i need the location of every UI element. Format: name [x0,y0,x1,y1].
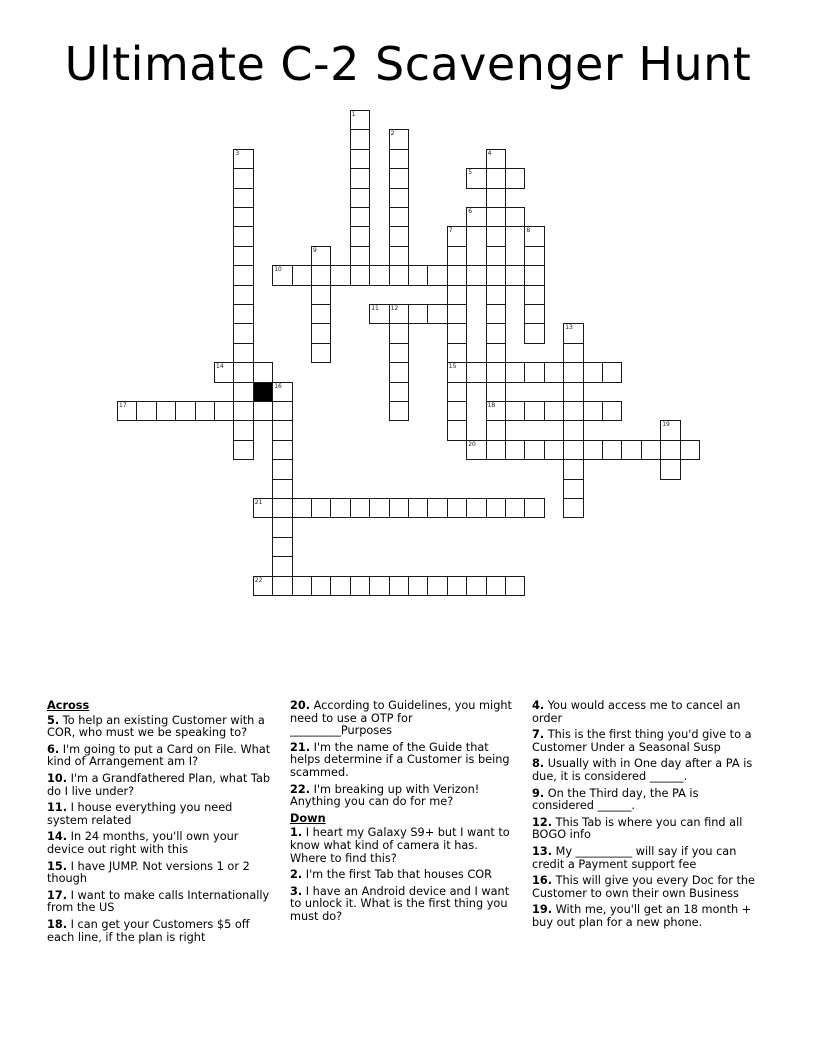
clue-text: On the Third day, the PA is considered ______. [532,786,699,813]
grid-cell[interactable] [447,498,467,518]
grid-cell[interactable] [350,110,370,130]
grid-cell[interactable] [486,498,506,518]
grid-cell[interactable] [427,576,447,596]
grid-cell[interactable] [486,265,506,285]
grid-cell[interactable] [563,382,583,402]
cell-number: 20 [468,440,476,448]
clues-column-3 [532,700,760,934]
grid-cell[interactable] [214,401,234,421]
clue-text: My __________ will say if you can credit a Payment support fee [532,844,737,871]
cell-number: 22 [254,576,263,584]
grid-cell[interactable] [292,265,312,285]
grid-cell[interactable] [233,149,253,169]
grid-cell[interactable] [233,226,253,246]
grid-cell[interactable] [311,285,331,305]
clue-number: 3. [290,884,303,898]
grid-cell[interactable] [369,498,389,518]
grid-cell[interactable] [524,440,544,460]
grid-cell[interactable] [175,401,195,421]
grid-cell[interactable] [486,343,506,363]
grid-cell[interactable] [486,420,506,440]
clue-number: 5. [47,713,60,727]
grid-cell[interactable] [272,517,292,537]
grid-cell[interactable] [563,479,583,499]
grid-cell[interactable] [486,168,506,188]
clue-down-2 [290,869,518,882]
grid-cell[interactable] [350,188,370,208]
cell-number: 7 [448,227,453,235]
grid-cell[interactable] [350,246,370,266]
grid-cell[interactable] [369,576,389,596]
grid-cell[interactable] [466,576,486,596]
grid-cell[interactable] [563,440,583,460]
grid-cell[interactable] [233,362,253,382]
grid-cell[interactable] [544,440,564,460]
grid-cell[interactable] [233,168,253,188]
grid-cell[interactable] [389,576,409,596]
clue-down-19 [532,904,760,929]
cell-number: 18 [487,402,496,409]
grid-cell[interactable] [272,556,292,576]
grid-cell[interactable] [524,323,544,343]
cell-number: 5 [468,169,473,177]
clue-across-14 [47,831,275,856]
grid-cell[interactable] [389,382,409,402]
clue-number: 6. [47,742,60,756]
grid-cell[interactable] [563,420,583,440]
clue-across-21 [290,742,518,780]
clue-number: 4. [532,699,545,712]
grid-cell[interactable] [330,498,350,518]
grid-cell[interactable] [350,498,370,518]
grid-cell[interactable] [389,304,409,324]
clue-across-10 [47,773,275,798]
grid-cell[interactable] [660,440,680,460]
grid-cell[interactable] [253,401,273,421]
clue-number: 16. [532,874,553,888]
cell-number: 10 [274,266,282,274]
grid-cell[interactable] [233,323,253,343]
grid-cell[interactable] [505,362,525,382]
grid-cell[interactable] [563,498,583,518]
cell-number: 3 [235,149,240,157]
grid-cell[interactable] [505,168,525,188]
grid-cell[interactable] [486,576,506,596]
grid-cell[interactable] [408,304,428,324]
grid-cell[interactable] [427,304,447,324]
grid-cell[interactable] [447,226,467,246]
grid-cell[interactable] [272,401,292,421]
grid-cell[interactable] [466,498,486,518]
grid-cell[interactable] [272,576,292,596]
clue-text: This will give you every Doc for the Customer to own their own Business [532,874,755,900]
clue-across-18 [47,919,275,944]
grid-cell[interactable] [311,246,331,266]
grid-cell[interactable] [427,498,447,518]
grid-cell[interactable] [447,401,467,421]
grid-cell[interactable] [195,401,215,421]
clue-text: I have JUMP. Not versions 1 or 2 though [47,859,250,886]
grid-cell[interactable] [389,265,409,285]
grid-cell[interactable] [214,362,234,382]
grid-cell[interactable] [505,265,525,285]
cell-number: 17 [119,402,127,409]
grid-cell[interactable] [292,576,312,596]
grid-cell[interactable] [602,440,622,460]
grid-cell[interactable] [466,265,486,285]
clue-number: 9. [532,786,545,800]
clue-down-16 [532,875,760,900]
grid-cell[interactable] [583,401,603,421]
grid-cell[interactable] [330,576,350,596]
grid-cell[interactable] [369,265,389,285]
clue-text: Usually with in One day after a PA is due, it is considered ______. [532,757,753,783]
cell-number: 12 [390,305,399,312]
grid-cell[interactable] [233,265,253,285]
grid-cell[interactable] [311,576,331,596]
grid-cell[interactable] [389,168,409,188]
clue-across-17 [47,890,275,915]
grid-cell[interactable] [350,265,370,285]
grid-cell[interactable] [233,440,253,460]
cell-number: 8 [526,227,531,235]
clue-down-3 [290,886,518,924]
grid-cell[interactable] [486,323,506,343]
grid-cell[interactable] [524,498,544,518]
clue-across-15 [47,861,275,886]
grid-cell[interactable] [583,362,603,382]
across-heading: Across [47,699,90,712]
cell-number: 21 [254,499,263,506]
clue-down-13 [532,846,760,871]
cell-number: 15 [448,363,457,371]
grid-cell[interactable] [233,285,253,305]
grid-cell[interactable] [486,401,506,421]
clue-text: This is the first thing you'd give to a Customer Under a Seasonal Susp [532,728,752,754]
grid-cell[interactable] [602,401,622,421]
grid-cell[interactable] [389,343,409,363]
grid-cell[interactable] [350,129,370,149]
grid-cell[interactable] [311,265,331,285]
grid-cell[interactable] [524,401,544,421]
grid-cell[interactable] [544,362,564,382]
clue-text: I'm breaking up with Verizon! Anything you can do for me? [290,782,480,809]
clue-text: I heart my Galaxy S9+ but I want to know what kind of camera it has. Where to find this? [290,826,510,865]
grid-cell[interactable] [486,382,506,402]
down-heading: Down [290,811,326,825]
grid-cell[interactable] [621,440,641,460]
grid-cell[interactable] [389,226,409,246]
clue-number: 17. [47,888,68,902]
grid-cell[interactable] [660,459,680,479]
grid-cell[interactable] [117,401,137,421]
cell-number: 11 [371,305,379,312]
grid-cell[interactable] [350,226,370,246]
clue-down-8 [532,758,760,783]
cell-number: 16 [274,382,282,390]
grid-cell[interactable] [233,382,253,402]
clue-number: 19. [532,903,553,917]
grid-cell[interactable] [447,382,467,402]
grid-cell[interactable] [524,285,544,305]
grid-cell[interactable] [408,498,428,518]
cell-number: 9 [313,246,317,254]
cell-number: 13 [565,324,573,332]
clue-across-11 [47,802,275,827]
grid-cell[interactable] [466,207,486,227]
clue-text: I want to make calls Internationally from the US [47,888,270,915]
grid-cell[interactable] [505,401,525,421]
clue-number: 21. [290,740,311,754]
cell-number: 2 [390,130,395,138]
clue-number: 22. [290,782,311,796]
clue-number: 12. [532,815,553,829]
clue-text: I house everything you need system related [47,801,233,827]
grid-cell[interactable] [680,440,700,460]
grid-cell[interactable] [447,362,467,382]
grid-cell[interactable] [660,420,680,440]
clue-text: I have an Android device and I want to unlock it. What is the first thing you must do? [290,884,510,923]
grid-cell[interactable] [389,246,409,266]
grid-cell[interactable] [389,401,409,421]
grid-cell[interactable] [389,362,409,382]
clue-number: 8. [532,757,545,771]
clue-across-22 [290,784,518,809]
clue-text: To help an existing Customer with a COR, who must we be speaking to? [47,713,265,740]
clue-across-5 [47,715,275,740]
grid-cell[interactable] [505,498,525,518]
grid-cell[interactable] [311,323,331,343]
grid-cell[interactable] [466,168,486,188]
grid-cell[interactable] [369,304,389,324]
clue-number: 13. [532,844,553,858]
grid-cell[interactable] [486,149,506,169]
grid-cell[interactable] [427,265,447,285]
clues-column-1 [47,700,275,948]
grid-cell[interactable] [233,188,253,208]
grid-cell[interactable] [583,440,603,460]
grid-cell[interactable] [233,207,253,227]
cell-number: 4 [487,149,492,157]
cell-number: 1 [351,111,356,118]
clue-text: This Tab is where you can find all BOGO info [532,815,743,842]
grid-cell[interactable] [486,304,506,324]
clue-text: In 24 months, you'll own your device out right with this [47,830,239,856]
grid-cell[interactable] [505,440,525,460]
grid-cell[interactable] [389,149,409,169]
grid-cell[interactable] [272,420,292,440]
clue-number: 2. [290,868,303,882]
clue-down-4 [532,700,760,725]
grid-cell[interactable] [272,382,292,402]
grid-cell[interactable] [272,459,292,479]
grid-cell[interactable] [272,479,292,499]
grid-cell[interactable] [486,246,506,266]
grid-cell[interactable] [524,246,544,266]
grid-cell[interactable] [447,343,467,363]
clue-down-1 [290,827,518,865]
clue-number: 15. [47,859,68,873]
grid-cell[interactable] [524,265,544,285]
grid-cell[interactable] [447,420,467,440]
grid-cell[interactable] [447,285,467,305]
grid-cell[interactable] [311,498,331,518]
grid-cell[interactable] [272,265,292,285]
clues-column-2 [290,700,518,928]
black-cell [253,382,273,402]
grid-cell[interactable] [272,440,292,460]
clue-number: 7. [532,728,545,742]
grid-cell[interactable] [350,576,370,596]
grid-cell[interactable] [233,343,253,363]
grid-cell[interactable] [466,362,486,382]
grid-cell[interactable] [641,440,661,460]
grid-cell[interactable] [233,401,253,421]
clue-number: 11. [47,801,68,815]
grid-cell[interactable] [602,362,622,382]
grid-cell[interactable] [272,537,292,557]
grid-cell[interactable] [447,304,467,324]
grid-cell[interactable] [350,168,370,188]
cell-number: 14 [216,363,224,371]
clue-down-7 [532,729,760,754]
grid-cell[interactable] [447,265,467,285]
grid-cell[interactable] [156,401,176,421]
grid-cell[interactable] [389,207,409,227]
grid-cell[interactable] [563,343,583,363]
grid-cell[interactable] [447,246,467,266]
grid-cell[interactable] [389,129,409,149]
grid-cell[interactable] [330,265,350,285]
grid-cell[interactable] [389,323,409,343]
grid-cell[interactable] [524,362,544,382]
clue-number: 20. [290,699,311,712]
grid-cell[interactable] [505,576,525,596]
clue-text: I'm a Grandfathered Plan, what Tab do I live under? [47,771,271,798]
puzzle-title: Ultimate C-2 Scavenger Hunt [64,37,752,91]
grid-cell[interactable] [563,362,583,382]
grid-cell[interactable] [311,304,331,324]
grid-cell[interactable] [350,149,370,169]
grid-cell[interactable] [233,420,253,440]
grid-cell[interactable] [486,285,506,305]
grid-cell[interactable] [311,343,331,363]
grid-cell[interactable] [389,498,409,518]
grid-cell[interactable] [486,226,506,246]
clue-text: According to Guidelines, you might need to use a OTP for _________Purposes [290,699,512,738]
clue-text: You would access me to cancel an order [532,699,741,725]
grid-cell[interactable] [563,323,583,343]
cell-number: 6 [468,208,473,215]
clue-down-12 [532,817,760,842]
grid-cell[interactable] [505,207,525,227]
clue-down-9 [532,788,760,813]
clue-number: 10. [47,771,68,785]
clue-across-20 [290,700,518,738]
grid-cell[interactable] [447,576,467,596]
clue-text: With me, you'll get an 18 month + buy out plan for a new phone. [532,903,752,929]
clue-text: I'm the name of the Guide that helps determine if a Customer is being scammed. [290,740,510,779]
clue-text: I can get your Customers $5 off each line, if the plan is right [47,917,250,944]
grid-cell[interactable] [389,188,409,208]
grid-cell[interactable] [486,188,506,208]
grid-cell[interactable] [486,440,506,460]
grid-cell[interactable] [544,401,564,421]
grid-cell[interactable] [466,440,486,460]
grid-cell[interactable] [524,226,544,246]
clue-across-6 [47,744,275,769]
grid-cell[interactable] [408,576,428,596]
grid-cell[interactable] [136,401,156,421]
clue-number: 18. [47,917,68,931]
grid-cell[interactable] [447,323,467,343]
grid-cell[interactable] [524,304,544,324]
clue-number: 1. [290,826,303,840]
grid-cell[interactable] [563,401,583,421]
grid-cell[interactable] [563,459,583,479]
clue-text: I'm the first Tab that houses COR [305,868,492,882]
grid-cell[interactable] [233,246,253,266]
grid-cell[interactable] [486,362,506,382]
grid-cell[interactable] [350,207,370,227]
grid-cell[interactable] [408,265,428,285]
grid-cell[interactable] [486,207,506,227]
grid-cell[interactable] [253,576,273,596]
grid-cell[interactable] [233,304,253,324]
cell-number: 19 [662,421,670,429]
grid-cell[interactable] [292,498,312,518]
clue-number: 14. [47,830,68,844]
clue-text: I'm going to put a Card on File. What kind of Arrangement am I? [47,742,271,769]
grid-cell[interactable] [253,498,273,518]
grid-cell[interactable] [253,362,273,382]
grid-cell[interactable] [272,498,292,518]
